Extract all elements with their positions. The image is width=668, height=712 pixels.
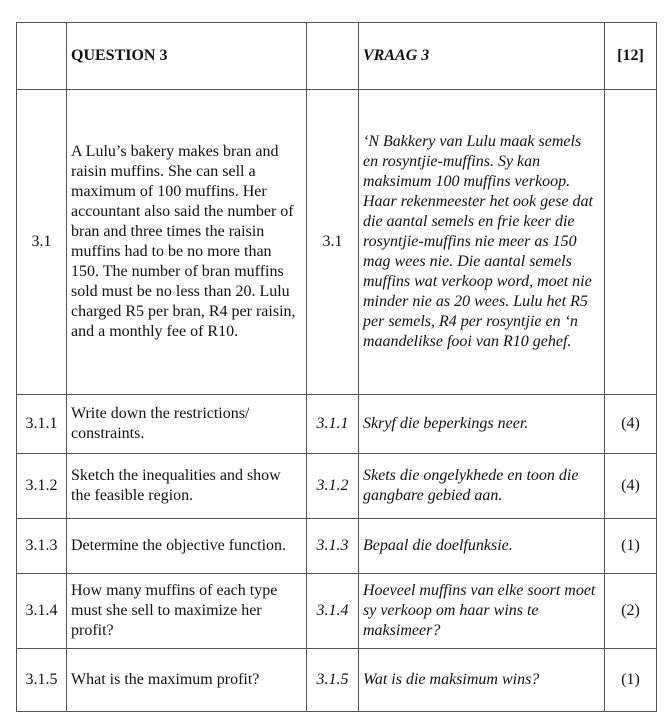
intro-number-en: 3.1 — [17, 90, 67, 395]
question-text-en: Determine the objective function. — [67, 519, 307, 574]
question-number-en: 3.1.2 — [17, 454, 67, 519]
question-text-af: Wat is die maksimum wins? — [359, 649, 605, 712]
question-text-en: Sketch the inequalities and show the feasible region. — [67, 454, 307, 519]
question-number-en: 3.1.3 — [17, 519, 67, 574]
question-marks: (1) — [605, 519, 657, 574]
question-text-en: Write down the restrictions/ constraints. — [67, 395, 307, 454]
question-row — [17, 519, 657, 574]
intro-number-af: 3.1 — [307, 90, 359, 395]
question-number-en: 3.1.5 — [17, 649, 67, 712]
question-number-af: 3.1.2 — [307, 454, 359, 519]
header-number-af — [307, 23, 359, 90]
intro-row — [17, 90, 657, 395]
question-row — [17, 574, 657, 649]
question-marks: (1) — [605, 649, 657, 712]
question-number-en: 3.1.4 — [17, 574, 67, 649]
question-title-af: VRAAG 3 — [359, 23, 605, 90]
question-table — [16, 22, 657, 712]
question-number-af: 3.1.1 — [307, 395, 359, 454]
question-text-en: How many muffins of each type must she sell to maximize her profit? — [67, 574, 307, 649]
question-number-en: 3.1.1 — [17, 395, 67, 454]
question-number-af: 3.1.3 — [307, 519, 359, 574]
question-marks: (4) — [605, 395, 657, 454]
question-text-af: Bepaal die doelfunksie. — [359, 519, 605, 574]
total-marks: [12] — [605, 23, 657, 90]
question-number-af: 3.1.5 — [307, 649, 359, 712]
header-row — [17, 23, 657, 90]
intro-text-en: A Lulu’s bakery makes bran and raisin muffins. She can sell a maximum of 100 muffins. Her accountant also said the number of bran and three times the raisin muffins had to be no more than 150. The number of bran muffins sold must be no less than 20. Lulu charged R5 per bran, R4 per raisin, and a monthly fee of R10. — [67, 90, 307, 395]
intro-text-af: ‘N Bakkery van Lulu maak semels en rosyntjie-muffins. Sy kan maksimum 100 muffins verkoop. Haar rekenmeester het ook gese dat die aantal semels en frie keer die rosyntjie-muffins nie meer as 150 mag wees nie. Die aantal semels muffins wat verkoop word, moet nie minder nie as 20 wees. Lulu het R5 per semels, R4 per rosyntjie en ‘n maandelikse fooi van R10 gehef. — [359, 90, 605, 395]
question-marks: (2) — [605, 574, 657, 649]
question-marks: (4) — [605, 454, 657, 519]
header-number-en — [17, 23, 67, 90]
question-text-af: Hoeveel muffins van elke soort moet sy verkoop om haar wins te maksimeer? — [359, 574, 605, 649]
intro-marks — [605, 90, 657, 395]
question-text-en: What is the maximum profit? — [67, 649, 307, 712]
question-title-en: QUESTION 3 — [67, 23, 307, 90]
question-row — [17, 454, 657, 519]
question-row — [17, 649, 657, 712]
question-row — [17, 395, 657, 454]
question-number-af: 3.1.4 — [307, 574, 359, 649]
question-text-af: Skryf die beperkings neer. — [359, 395, 605, 454]
question-text-af: Skets die ongelykhede en toon die gangbare gebied aan. — [359, 454, 605, 519]
